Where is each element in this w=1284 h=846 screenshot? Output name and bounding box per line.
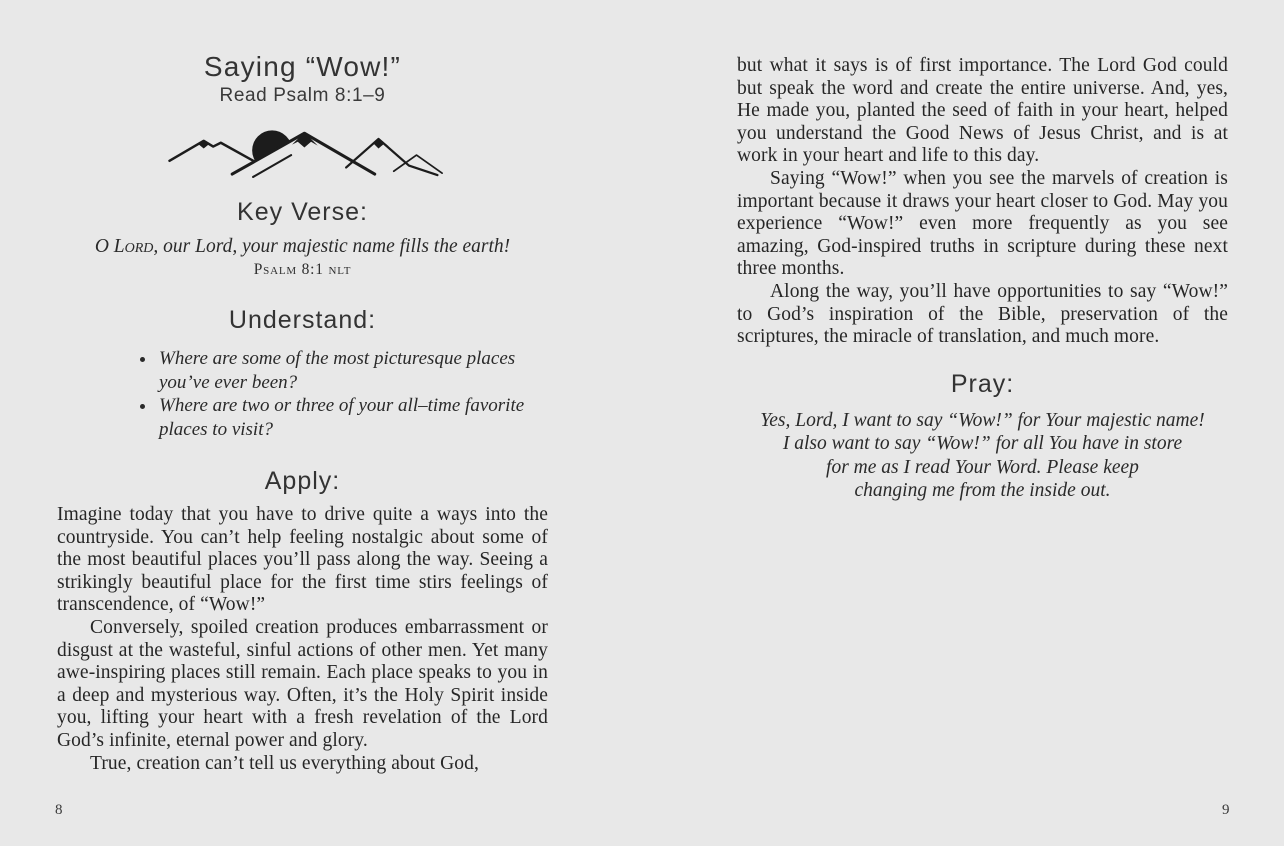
page-number-left: 8: [55, 802, 63, 818]
verse-lord-smallcaps: Lord: [113, 236, 154, 257]
key-verse-text: [57, 235, 548, 259]
prayer-line: for me as I read Your Word. Please keep: [826, 456, 1139, 478]
body-paragraph: but what it says is of first importance. The Lord God could but speak the word and create the entire universe. And, yes, He made you, planted the seed of faith in your heart, helped you understand the Good News of Jesus Christ, and is at work in your heart and life to this day.: [737, 55, 1228, 167]
mountains-sun-illustration: [57, 117, 548, 178]
chapter-title: Saying “Wow!”: [203, 51, 402, 82]
mountain-range-icon: [160, 117, 445, 178]
body-paragraph: Saying “Wow!” when you see the marvels of creation is important because it draws your heart closer to God. May you experience “Wow!” even more frequently as you see amazing, God-inspired truths in scripture during these next three months.: [737, 167, 1228, 280]
verse-pre: O: [94, 236, 114, 257]
reading-reference: Read Psalm 8:1–9: [219, 85, 386, 106]
understand-question: • Where are two or three of your all–time favorite places to visit?: [157, 394, 527, 441]
apply-paragraph: Conversely, spoiled creation produces embarrassment or disgust at the wasteful, sinful actions of other men. Yet many awe-inspiring places still remain. Each place speaks to you in a deep and mysterious way. Often, it’s the Holy Spirit inside you, lifting your heart with a fresh revelation of the Lord God’s infinite, eternal power and glory.: [57, 616, 548, 751]
verse-rest: , our Lord, your majestic name fills the earth!: [153, 236, 511, 257]
understand-question-list: [135, 347, 527, 441]
page-right: [737, 0, 1228, 503]
pray-heading: Pray:: [950, 369, 1015, 398]
body-paragraph: Along the way, you’ll have opportunities to say “Wow!” to God’s inspiration of the Bible, preservation of the scriptures, the miracle of translation, and much more.: [737, 280, 1228, 348]
prayer-text: [737, 409, 1228, 503]
apply-paragraph: Imagine today that you have to drive quite a ways into the countryside. You can’t help feeling nostalgic about some of the most beautiful places you’ll pass along the way. Seeing a strikingly beautiful place for the first time stirs feelings of transcendence, of “Wow!”: [57, 504, 548, 616]
page-number-right: 9: [1222, 802, 1230, 818]
page-left: [57, 0, 548, 775]
prayer-line: Yes, Lord, I want to say “Wow!” for Your majestic name!: [760, 409, 1205, 431]
verse-citation: Psalm 8:1 nlt: [253, 261, 352, 278]
understand-heading: Understand:: [228, 306, 377, 334]
prayer-line: changing me from the inside out.: [854, 480, 1111, 502]
apply-paragraph: True, creation can’t tell us everything about God,: [90, 752, 479, 774]
key-verse-heading: Key Verse:: [237, 198, 368, 226]
apply-heading: Apply:: [264, 467, 341, 495]
understand-question: • Where are some of the most picturesque places you’ve ever been?: [157, 347, 527, 394]
prayer-line: I also want to say “Wow!” for all You have in store: [782, 433, 1183, 455]
